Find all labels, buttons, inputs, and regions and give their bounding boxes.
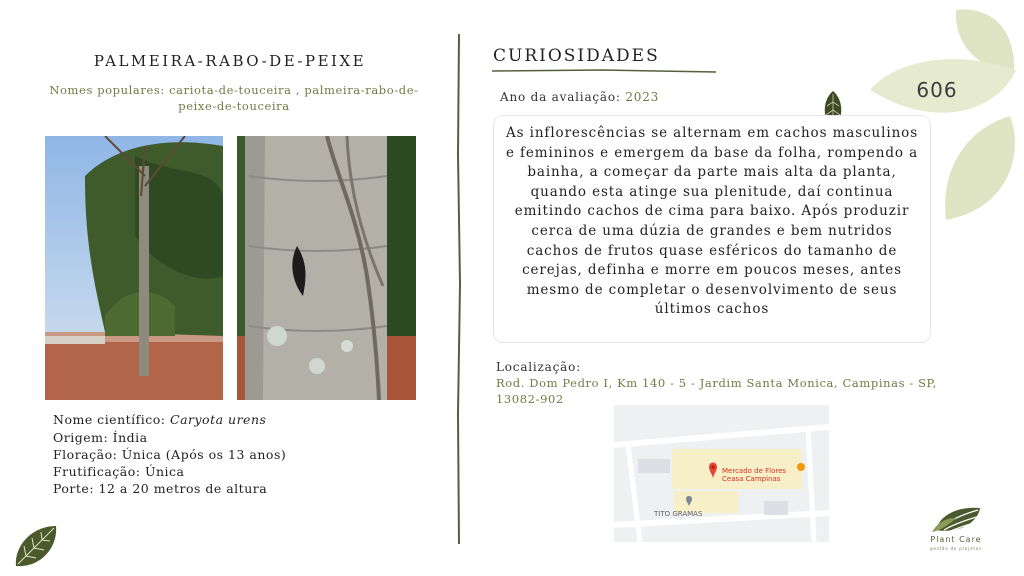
origin-row: Origem: Índia <box>53 430 148 445</box>
brand-name: Plant Care <box>930 535 982 544</box>
location-map[interactable] <box>614 405 829 542</box>
scientific-name-row: Nome científico: Caryota urens <box>53 412 267 427</box>
plant-photo-full <box>45 136 223 400</box>
plant-facts <box>53 411 286 497</box>
curiosities-text: As inflorescências se alternam em cachos masculinos e femininos e emergem da base da folha, rompendo a bainha, a começar da parte mais alta da planta, quando esta atinge sua plenitude, daí continua emitindo cachos de cima para baixo. Após produzir cerca de uma dúzia de grandes e bem nutridos cachos de frutos quase esféricos do tamanho de cerejas, definha e morre em poucos meses, antes mesmo de completar o desenvolvimento de seus últimos cachos <box>505 125 919 318</box>
flowering-row: Floração: Única (Após os 13 anos) <box>53 447 287 462</box>
column-divider <box>456 34 462 544</box>
map-poi-label: TITO GRAMAS <box>654 510 703 518</box>
scientific-name: Caryota urens <box>170 412 267 427</box>
brand-tagline: gestão de projetos <box>930 546 982 551</box>
location-label: Localização: <box>496 360 581 374</box>
curiosities-underline <box>492 68 716 74</box>
size-row: Porte: 12 a 20 metros de altura <box>53 481 268 496</box>
map-marker-label: Mercado de Flores Ceasa Campinas <box>722 467 787 483</box>
evaluation-year: Ano da avaliação: 2023 <box>500 90 660 104</box>
plant-title: PALMEIRA-RABO-DE-PEIXE <box>93 52 367 70</box>
popular-names: Nomes populares: cariota-de-touceira , palmeira-rabo-de-peixe-de-touceira <box>49 83 419 113</box>
curiosities-title: CURIOSIDADES <box>493 46 660 66</box>
plant-photo-trunk <box>237 136 416 400</box>
location-address: Rod. Dom Pedro I, Km 140 - 5 - Jardim Santa Monica, Campinas - SP, 13082-902 <box>496 376 937 406</box>
plant-number-badge: 606 <box>916 78 958 102</box>
decorative-leaf-icon <box>12 522 60 570</box>
fruiting-row: Frutificação: Única <box>53 464 185 479</box>
decorative-leaf-icon <box>940 112 1024 224</box>
